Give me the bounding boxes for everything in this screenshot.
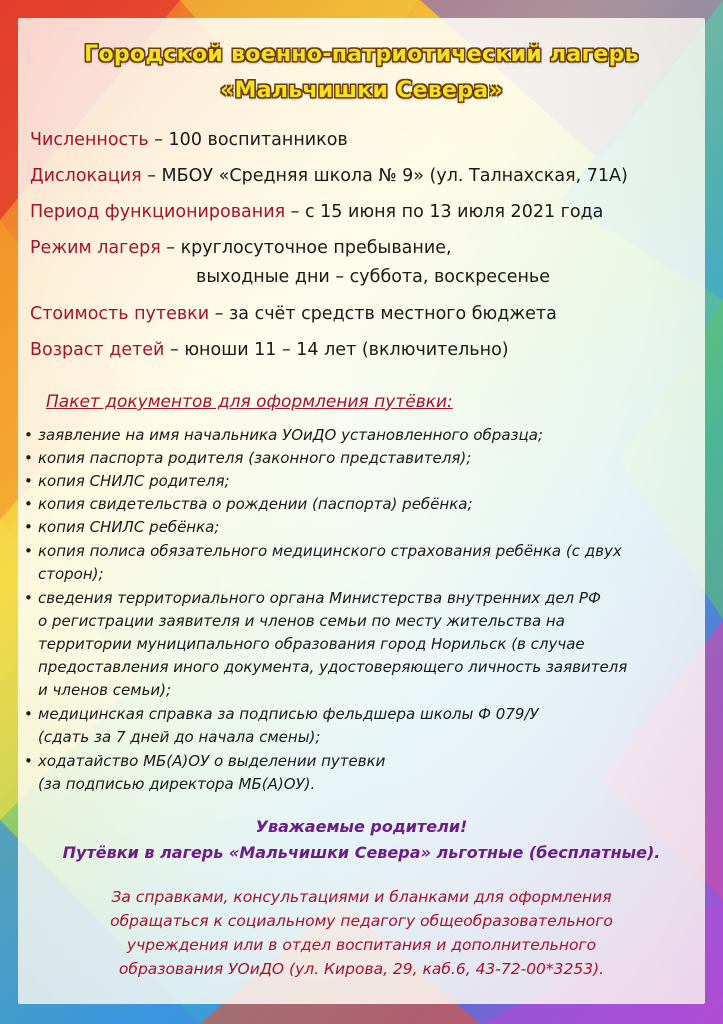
- document-item-9: [24, 752, 385, 770]
- document-item-3-text: копия СНИЛС родителя;: [38, 472, 230, 490]
- info-cost-label: Стоимость путевки: [30, 304, 210, 324]
- document-item-7-text-4: предоставления иного документа, удостоверяющего личность заявителя: [38, 658, 628, 676]
- document-item-9-text-2: (за подписью директора МБ(А)ОУ).: [38, 775, 316, 793]
- document-item-9-text: ходатайство МБ(А)ОУ о выделении путевки: [38, 752, 386, 770]
- document-item-2-text: копия паспорта родителя (законного представителя);: [38, 449, 472, 467]
- info-numbers: [30, 130, 348, 150]
- info-period-value: – с 15 июня по 13 июля 2021 года: [285, 202, 604, 222]
- document-item-7-text: сведения территориального органа Министерства внутренних дел РФ: [38, 589, 601, 607]
- document-item-7: [24, 589, 601, 607]
- info-location-value: – МБОУ «Средняя школа № 9» (ул. Талнахская, 71А): [141, 166, 628, 186]
- info-period: [30, 202, 603, 222]
- bullet-icon: •: [24, 518, 33, 536]
- documents-title: Пакет документов для оформления путёвки:: [46, 392, 453, 412]
- document-item-4-text: копия свидетельства о рождении (паспорта) ребёнка;: [38, 495, 473, 513]
- bullet-icon: •: [24, 752, 33, 770]
- info-location-label: Дислокация: [30, 166, 142, 186]
- page-title-line2: «Мальчишки Севера»: [220, 78, 503, 103]
- bullet-icon: •: [24, 472, 33, 490]
- info-age: [30, 340, 509, 360]
- info-age-value: – юноши 11 – 14 лет (включительно): [164, 340, 509, 360]
- info-mode-value-2: выходные дни – суббота, воскресенье: [196, 267, 550, 287]
- info-cost-value: – за счёт средств местного бюджета: [209, 304, 557, 324]
- page-title-line1: Городской военно-патриотический лагерь: [84, 42, 639, 67]
- document-item-1: [24, 426, 543, 444]
- document-item-7-text-3: территории муниципального образования город Норильск (в случае: [38, 635, 585, 653]
- document-item-6-text-2: сторон);: [38, 565, 104, 583]
- document-item-6: [24, 542, 622, 560]
- info-cost: [30, 304, 557, 324]
- document-item-8: [24, 705, 539, 723]
- info-mode-label: Режим лагеря: [30, 238, 161, 258]
- document-item-7-text-2: о регистрации заявителя и членов семьи по месту жительства на: [38, 612, 565, 630]
- bullet-icon: •: [24, 495, 33, 513]
- info-numbers-label: Численность: [30, 130, 149, 150]
- contact-line-4: образования УОиДО (ул. Кирова, 29, каб.6, 43-72-00*3253).: [118, 960, 605, 978]
- info-mode: [30, 238, 452, 258]
- contact-line-3: учреждения или в отдел воспитания и дополнительного: [126, 936, 597, 954]
- notice-greeting: Уважаемые родители!: [255, 817, 468, 836]
- bullet-icon: •: [24, 705, 33, 723]
- document-item-2: [24, 449, 471, 467]
- notice-free-vouchers: Путёвки в лагерь «Мальчишки Севера» льготные (бесплатные).: [62, 843, 661, 862]
- info-mode-value: – круглосуточное пребывание,: [160, 238, 452, 258]
- document-item-1-text: заявление на имя начальника УОиДО установленного образца;: [38, 426, 543, 444]
- info-age-label: Возраст детей: [30, 340, 165, 360]
- document-item-5-text: копия СНИЛС ребёнка;: [38, 518, 220, 536]
- document-item-6-text: копия полиса обязательного медицинского страхования ребёнка (с двух: [38, 542, 622, 560]
- document-item-7-text-5: и членов семьи);: [38, 681, 172, 699]
- document-item-3: [24, 472, 230, 490]
- contact-line-1: За справками, консультациями и бланками для оформления: [111, 888, 612, 906]
- bullet-icon: •: [24, 589, 33, 607]
- info-location: [30, 166, 628, 186]
- document-item-4: [24, 495, 473, 513]
- document-item-8-text-2: (сдать за 7 дней до начала смены);: [38, 728, 321, 746]
- info-period-label: Период функционирования: [30, 202, 286, 222]
- document-item-5: [24, 518, 219, 536]
- contact-line-2: обращаться к социальному педагогу общеобразовательного: [110, 912, 613, 930]
- bullet-icon: •: [24, 426, 33, 444]
- bullet-icon: •: [24, 542, 33, 560]
- document-item-8-text: медицинская справка за подписью фельдшера школы Ф 079/У: [38, 705, 539, 723]
- info-numbers-value: – 100 воспитанников: [148, 130, 348, 150]
- bullet-icon: •: [24, 449, 33, 467]
